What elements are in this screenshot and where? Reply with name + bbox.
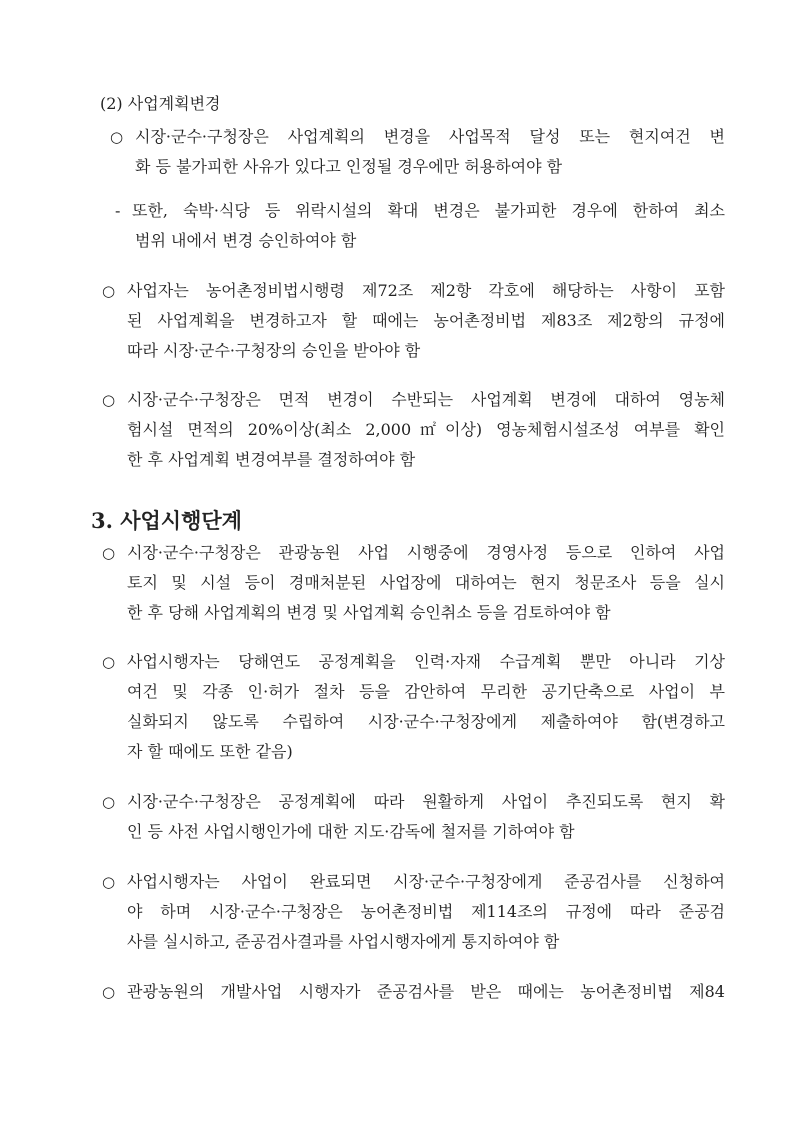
bullet-icon: ○ xyxy=(102,653,116,671)
paragraph-line: 된 사업계획을 변경하고자 할 때에는 농어촌정비법 제83조 제2항의 규정에 xyxy=(127,311,725,330)
section-3-heading: 3. 사업시행단계 xyxy=(91,508,242,533)
paragraph-line: 사업시행자는 당해연도 공정계획을 인력·자재 수급계획 뿐만 아니라 기상 xyxy=(127,652,725,671)
bullet-icon: ○ xyxy=(102,983,116,1001)
paragraph-line: 범위 내에서 변경 승인하여야 함 xyxy=(135,231,357,250)
dash-icon: - xyxy=(115,201,121,220)
paragraph-line: 시장·군수·구청장은 사업계획의 변경을 사업목적 달성 또는 현지여건 변 xyxy=(135,127,725,146)
paragraph-line: 사를 실시하고, 준공검사결과를 사업시행자에게 통지하여야 함 xyxy=(127,932,560,951)
paragraph-line: 여건 및 각종 인·허가 절차 등을 감안하여 무리한 공기단축으로 사업이 부 xyxy=(127,682,725,701)
bullet-icon: ○ xyxy=(102,544,116,562)
paragraph-line: 시장·군수·구청장은 공정계획에 따라 원활하게 사업이 추진되도록 현지 확 xyxy=(127,792,725,811)
paragraph-line: 야 하며 시장·군수·구청장은 농어촌정비법 제114조의 규정에 따라 준공검 xyxy=(127,902,725,921)
paragraph-line: 인 등 사전 사업시행인가에 대한 지도·감독에 철저를 기하여야 함 xyxy=(127,822,575,841)
bullet-icon: ○ xyxy=(102,391,116,409)
paragraph-line: 자 할 때에도 또한 같음) xyxy=(127,742,293,761)
paragraph-line: 관광농원의 개발사업 시행자가 준공검사를 받은 때에는 농어촌정비법 제84 xyxy=(127,982,725,1001)
paragraph-line: 시장·군수·구청장은 관광농원 사업 시행중에 경영사정 등으로 인하여 사업 xyxy=(127,543,725,562)
bullet-icon: ○ xyxy=(110,128,124,146)
paragraph-line: 실화되지 않도록 수립하여 시장·군수·구청장에게 제출하여야 함(변경하고 xyxy=(127,712,725,731)
paragraph-line: 토지 및 시설 등이 경매처분된 사업장에 대하여는 현지 청문조사 등을 실시 xyxy=(127,573,725,592)
paragraph-line: 사업자는 농어촌정비법시행령 제72조 제2항 각호에 해당하는 사항이 포함 xyxy=(127,281,725,300)
bullet-icon: ○ xyxy=(102,873,116,891)
paragraph-line: 험시설 면적의 20%이상(최소 2,000㎡이상) 영농체험시설조성 여부를 확인 xyxy=(127,420,725,439)
paragraph-line: 따라 시장·군수·구청장의 승인을 받아야 함 xyxy=(127,341,421,360)
paragraph-line: 한 후 당해 사업계획의 변경 및 사업계획 승인취소 등을 검토하여야 함 xyxy=(127,603,611,622)
section-2-heading: (2) 사업계획변경 xyxy=(100,94,221,113)
bullet-icon: ○ xyxy=(102,282,116,300)
bullet-icon: ○ xyxy=(102,793,116,811)
paragraph-line: 화 등 불가피한 사유가 있다고 인정될 경우에만 허용하여야 함 xyxy=(135,157,563,176)
paragraph-line: 한 후 사업계획 변경여부를 결정하여야 함 xyxy=(127,450,416,469)
paragraph-line: 사업시행자는 사업이 완료되면 시장·군수·구청장에게 준공검사를 신청하여 xyxy=(127,872,725,891)
paragraph-line: 시장·군수·구청장은 면적 변경이 수반되는 사업계획 변경에 대하여 영농체 xyxy=(127,390,725,409)
paragraph-line: 또한, 숙박·식당 등 위락시설의 확대 변경은 불가피한 경우에 한하여 최소 xyxy=(132,201,725,220)
